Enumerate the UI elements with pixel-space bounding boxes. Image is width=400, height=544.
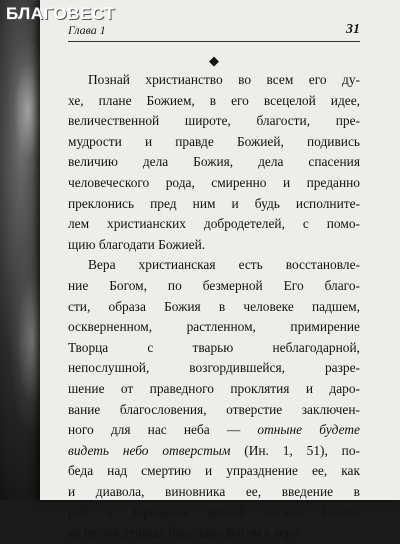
italic-quote: отныне будете bbox=[257, 422, 360, 438]
text-line bbox=[68, 214, 360, 235]
text-line bbox=[68, 502, 360, 523]
text-line bbox=[68, 70, 360, 91]
line-text: щию благодати Божией. bbox=[68, 236, 206, 252]
line-text: человеческого рода, смиренно и преданно bbox=[68, 174, 360, 190]
italic-quote: видеть небо отверстым bbox=[68, 442, 231, 458]
line-text: ко бесчисленных благ дано Богом в вере bbox=[68, 525, 299, 541]
text-line bbox=[68, 235, 360, 256]
body-text bbox=[68, 70, 360, 544]
line-text: и диавола, виновника ее, введение в bbox=[68, 483, 360, 499]
line-text: вание благословения, отверстие заключен- bbox=[68, 401, 360, 417]
text-line bbox=[68, 420, 360, 441]
text-line bbox=[68, 276, 360, 297]
page-number: 31 bbox=[346, 22, 360, 37]
chapter-title: Глава 1 bbox=[68, 23, 106, 37]
text-line bbox=[68, 111, 360, 132]
text-line bbox=[68, 461, 360, 482]
line-text: ного для нас неба — bbox=[68, 422, 258, 438]
line-text: преклонись пред ним и будь исполните- bbox=[68, 195, 360, 211]
text-line bbox=[68, 523, 360, 544]
diamond-ornament-icon: ◆ bbox=[209, 53, 219, 68]
text-line bbox=[68, 400, 360, 421]
text-line bbox=[68, 194, 360, 215]
text-line bbox=[68, 358, 360, 379]
line-text: (Ин. 1, 51), по- bbox=[230, 442, 360, 458]
watermark-logo: БЛАГОВЕСТ bbox=[6, 4, 115, 23]
text-line bbox=[68, 482, 360, 503]
text-line bbox=[68, 132, 360, 153]
text-line bbox=[68, 338, 360, 359]
text-line bbox=[68, 255, 360, 276]
text-line bbox=[68, 91, 360, 112]
line-text: Вера христианская есть восстановле- bbox=[88, 257, 360, 273]
book-page bbox=[40, 0, 400, 541]
line-text: ние Богом, по безмерной Его благо- bbox=[68, 277, 360, 293]
running-header bbox=[68, 22, 360, 42]
line-text: величию дела Божия, дела спасения bbox=[68, 154, 360, 170]
text-line bbox=[68, 441, 360, 462]
line-text: оскверненном, растленном, примирение bbox=[68, 319, 360, 335]
line-text: лем христианских добродетелей, с помо- bbox=[68, 216, 360, 232]
line-text: Познай христианство во всем его ду- bbox=[88, 72, 360, 87]
line-text: шение от праведного проклятия и даро- bbox=[68, 380, 360, 396]
text-line bbox=[68, 317, 360, 338]
line-text: хе, плане Божием, в его всецелой идее, bbox=[68, 92, 360, 108]
text-line bbox=[68, 173, 360, 194]
line-text: мудрости и правде Божией, подивись bbox=[68, 133, 360, 149]
text-line bbox=[68, 379, 360, 400]
text-line bbox=[68, 152, 360, 173]
line-text: непослушной, возгордившейся, разре- bbox=[68, 360, 360, 376]
line-text: Творца с тварью неблагодарной, bbox=[68, 339, 360, 355]
line-text: величественной широте, благости, пре- bbox=[68, 113, 360, 129]
line-text: сти, образа Божия в человеке падшем, bbox=[68, 298, 360, 314]
line-text: беда над смертию и упразднение ее, как bbox=[68, 463, 360, 479]
line-text: рай и дарование вечной жизни. Сколь- bbox=[68, 504, 360, 520]
text-line bbox=[68, 297, 360, 318]
